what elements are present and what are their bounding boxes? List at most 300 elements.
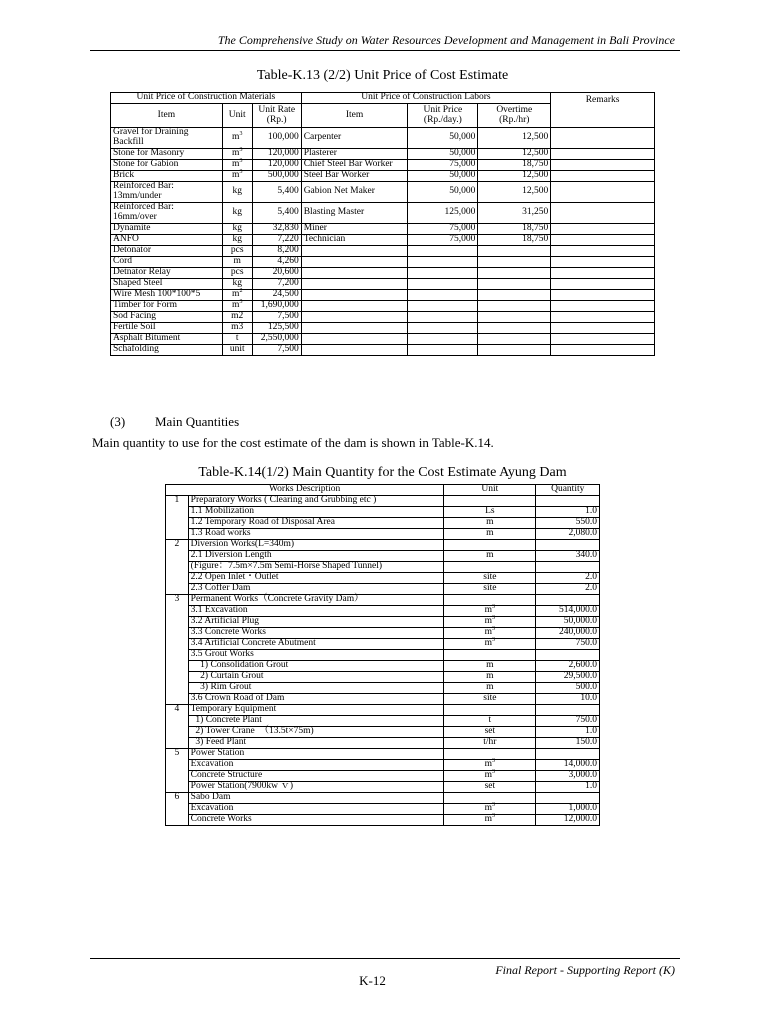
work-description: Permanent Works（Concrete Gravity Dam） [188, 595, 444, 606]
unit-exponent: 3 [492, 757, 496, 764]
labor-overtime [478, 344, 551, 355]
table-row [111, 202, 655, 223]
labor-item: Plasterer [301, 148, 408, 159]
work-description: 2.1 Diversion Length [188, 551, 444, 562]
remarks-cell [551, 223, 655, 234]
remarks-cell [551, 202, 655, 223]
labor-overtime: 12,500 [478, 181, 551, 202]
work-quantity [536, 595, 600, 606]
remarks-cell [551, 278, 655, 289]
material-unit [222, 256, 252, 267]
work-quantity: 550.0 [536, 518, 600, 529]
remarks-cell [551, 289, 655, 300]
col-unit: Unit [444, 485, 536, 496]
work-description: Concrete Works [188, 815, 444, 826]
material-rate: 4,260 [252, 256, 301, 267]
work-quantity: 1.0 [536, 507, 600, 518]
work-quantity: 2.0 [536, 584, 600, 595]
unit-text: m [484, 605, 493, 616]
table-row [111, 278, 655, 289]
material-item: Schafolding [111, 344, 223, 355]
unit-text: m2 [231, 310, 244, 321]
work-description: 3) Rim Grout [188, 683, 444, 694]
unit-exponent: 3 [492, 636, 496, 643]
unit-text: pcs [230, 244, 244, 255]
unit-text: kg [232, 206, 242, 217]
work-unit [444, 529, 536, 540]
group-number: 2 [166, 540, 189, 595]
work-description: (Figure：7.5m×7.5m Semi-Horse Shaped Tunnel) [188, 562, 444, 573]
unit-exponent: 3 [239, 146, 243, 153]
labor-price: 75,000 [408, 223, 478, 234]
table-row [111, 159, 655, 170]
table14-title: Table-K.14(1/2) Main Quantity for the Cost Estimate Ayung Dam [198, 465, 567, 480]
unit-exponent: 3 [239, 157, 243, 164]
table-row [166, 716, 600, 727]
work-quantity [536, 496, 600, 507]
unit-text: m [486, 517, 494, 528]
material-rate: 2,550,000 [252, 333, 301, 344]
work-unit [444, 738, 536, 749]
labor-price: 75,000 [408, 159, 478, 170]
remarks-cell [551, 148, 655, 159]
material-unit [222, 234, 252, 245]
unit-exponent: 3 [492, 812, 496, 819]
unit-text: m [484, 638, 493, 649]
group-number: 3 [166, 595, 189, 705]
materials-group-header: Unit Price of Construction Materials [111, 93, 302, 104]
labor-overtime: 12,500 [478, 148, 551, 159]
col-works-description: Works Description [166, 485, 444, 496]
table-row [166, 760, 600, 771]
work-description: Excavation [188, 804, 444, 815]
unit-text: m [484, 814, 493, 825]
labor-overtime [478, 333, 551, 344]
material-item: Wire Mesh 100*100*5 [111, 289, 223, 300]
table-row [111, 311, 655, 322]
material-unit [222, 311, 252, 322]
unit-text: m [232, 158, 240, 169]
col-item: Item [111, 104, 223, 128]
material-unit [222, 159, 252, 170]
remarks-cell [551, 344, 655, 355]
main-quantity-table [165, 484, 600, 826]
table-row [166, 507, 600, 518]
work-description: 2.3 Coffer Dam [188, 584, 444, 595]
work-description: 1.2 Temporary Road of Disposal Area [188, 518, 444, 529]
labor-overtime: 18,750 [478, 223, 551, 234]
work-unit [444, 705, 536, 716]
remarks-cell [551, 245, 655, 256]
table13-title: Table-K.13 (2/2) Unit Price of Cost Estimate [256, 68, 509, 83]
work-quantity: 2,080.0 [536, 529, 600, 540]
material-rate: 100,000 [252, 128, 301, 149]
material-item: Reinforced Bar: 16mm/over [111, 202, 223, 223]
work-unit [444, 716, 536, 727]
material-item: Detonator [111, 245, 223, 256]
work-quantity: 750.0 [536, 716, 600, 727]
work-quantity: 10.0 [536, 694, 600, 705]
material-rate: 125,500 [252, 322, 301, 333]
material-rate: 7,500 [252, 311, 301, 322]
material-item: Timber for Form [111, 300, 223, 311]
material-rate: 20,600 [252, 267, 301, 278]
remarks-header: Remarks [551, 93, 655, 128]
table-row [166, 496, 600, 507]
material-item: Sod Facing [111, 311, 223, 322]
work-quantity: 1.0 [536, 782, 600, 793]
unit-text: m [486, 550, 494, 561]
material-item: Fertile Soil [111, 322, 223, 333]
labor-overtime [478, 322, 551, 333]
running-footer: Final Report - Supporting Report (K) [495, 963, 675, 977]
work-description: 1) Consolidation Grout [188, 661, 444, 672]
labor-price [408, 278, 478, 289]
work-description: Diversion Works(L=340m) [188, 540, 444, 551]
table-row [111, 245, 655, 256]
table-row [166, 771, 600, 782]
unit-text: t/hr [483, 737, 497, 748]
labor-item: Technician [301, 234, 408, 245]
group-number: 1 [166, 496, 189, 540]
work-description: 3.3 Concrete Works [188, 628, 444, 639]
work-quantity: 240,000.0 [536, 628, 600, 639]
unit-text: site [483, 572, 497, 583]
table-row [111, 322, 655, 333]
work-unit [444, 757, 536, 771]
work-description: 2) Curtain Grout [188, 672, 444, 683]
labor-price: 75,000 [408, 234, 478, 245]
work-quantity: 750.0 [536, 639, 600, 650]
material-unit [222, 333, 252, 344]
material-rate: 8,200 [252, 245, 301, 256]
unit-text: m [484, 616, 493, 627]
material-rate: 5,400 [252, 202, 301, 223]
unit-text: Ls [485, 506, 495, 517]
work-unit [444, 584, 536, 595]
unit-text: m3 [231, 321, 244, 332]
table-row [166, 617, 600, 628]
material-rate: 1,690,000 [252, 300, 301, 311]
work-unit [444, 625, 536, 639]
unit-text: site [483, 693, 497, 704]
table-row [111, 128, 655, 149]
unit-text: m [486, 682, 494, 693]
table-row [166, 584, 600, 595]
work-unit [444, 614, 536, 628]
labor-overtime: 12,500 [478, 128, 551, 149]
work-unit [444, 540, 536, 551]
labor-overtime [478, 300, 551, 311]
material-rate: 120,000 [252, 159, 301, 170]
table-row [166, 639, 600, 650]
material-unit [222, 223, 252, 234]
material-unit [222, 245, 252, 256]
remarks-cell [551, 311, 655, 322]
labor-item [301, 256, 408, 267]
remarks-cell [551, 256, 655, 267]
table-row [166, 628, 600, 639]
table-row [166, 683, 600, 694]
labor-overtime [478, 245, 551, 256]
work-quantity: 514,000.0 [536, 606, 600, 617]
unit-text: m [232, 147, 240, 158]
body-paragraph: Main quantity to use for the cost estimate of the dam is shown in Table-K.14. [92, 435, 494, 450]
table-row [111, 234, 655, 245]
work-unit [444, 812, 536, 826]
unit-text: kg [232, 233, 242, 244]
work-unit [444, 573, 536, 584]
labor-item [301, 322, 408, 333]
unit-text: m [484, 627, 493, 638]
unit-exponent: 3 [239, 168, 243, 175]
work-quantity: 14,000.0 [536, 760, 600, 771]
remarks-cell [551, 181, 655, 202]
unit-exponent: 3 [239, 130, 243, 137]
work-unit [444, 507, 536, 518]
table-row [111, 170, 655, 181]
labor-item: Steel Bar Worker [301, 170, 408, 181]
work-description: 3.2 Artificial Plug [188, 617, 444, 628]
remarks-cell [551, 322, 655, 333]
material-item: Reinforced Bar: 13mm/under [111, 181, 223, 202]
material-unit [222, 267, 252, 278]
work-unit [444, 636, 536, 650]
labor-price [408, 311, 478, 322]
table-row [166, 551, 600, 562]
unit-text: kg [232, 222, 242, 233]
work-quantity [536, 793, 600, 804]
unit-exponent: 3 [492, 801, 496, 808]
unit-price-table [110, 92, 655, 356]
unit-exponent: 3 [239, 298, 243, 305]
unit-text: set [484, 781, 496, 792]
labor-overtime: 18,750 [478, 159, 551, 170]
work-unit [444, 749, 536, 760]
work-quantity [536, 749, 600, 760]
work-quantity: 500.0 [536, 683, 600, 694]
table-row [111, 181, 655, 202]
labor-price: 50,000 [408, 148, 478, 159]
labor-item [301, 300, 408, 311]
table-row [166, 518, 600, 529]
work-description: 1.1 Mobilization [188, 507, 444, 518]
unit-text: kg [232, 185, 242, 196]
labor-item [301, 278, 408, 289]
table-row [111, 344, 655, 355]
work-quantity [536, 562, 600, 573]
material-unit [222, 202, 252, 223]
work-unit [444, 595, 536, 606]
col-overtime: Overtime (Rp./hr) [478, 104, 551, 128]
labor-price [408, 333, 478, 344]
work-description: 2) Tower Crane （13.5t×75m) [188, 727, 444, 738]
work-quantity [536, 705, 600, 716]
work-unit [444, 518, 536, 529]
unit-text: kg [232, 277, 242, 288]
unit-text: m [486, 671, 494, 682]
labor-overtime [478, 289, 551, 300]
material-rate: 120,000 [252, 148, 301, 159]
material-rate: 32,830 [252, 223, 301, 234]
table-row [111, 148, 655, 159]
work-unit [444, 603, 536, 617]
work-description: Power Station [188, 749, 444, 760]
material-item: Shaped Steel [111, 278, 223, 289]
labor-price: 50,000 [408, 181, 478, 202]
table-row [111, 256, 655, 267]
work-unit [444, 782, 536, 793]
col-labor-item: Item [301, 104, 408, 128]
material-unit [222, 344, 252, 355]
table-row [111, 267, 655, 278]
material-unit [222, 322, 252, 333]
table-row [111, 223, 655, 234]
labor-price: 50,000 [408, 170, 478, 181]
material-item: Detnator Relay [111, 267, 223, 278]
unit-text: m [232, 288, 240, 299]
labor-item: Carpenter [301, 128, 408, 149]
table-row [166, 650, 600, 661]
labor-overtime: 12,500 [478, 170, 551, 181]
table-row [166, 595, 600, 606]
work-description: 2.2 Open Inlet・Outlet [188, 573, 444, 584]
material-item: Brick [111, 170, 223, 181]
material-item: Asphalt Bitument [111, 333, 223, 344]
remarks-cell [551, 159, 655, 170]
col-unit-rate: Unit Rate (Rp.) [252, 104, 301, 128]
work-unit [444, 768, 536, 782]
table-row [166, 815, 600, 826]
labor-overtime: 18,750 [478, 234, 551, 245]
group-number: 4 [166, 705, 189, 749]
work-quantity: 50,000.0 [536, 617, 600, 628]
table-row [166, 782, 600, 793]
remarks-cell [551, 170, 655, 181]
table-row [166, 573, 600, 584]
group-number: 6 [166, 793, 189, 826]
material-item: Stone for Gabion [111, 159, 223, 170]
work-description: Temporary Equipment [188, 705, 444, 716]
table-row [111, 289, 655, 300]
table-row [166, 661, 600, 672]
material-unit [222, 278, 252, 289]
work-unit [444, 683, 536, 694]
material-unit [222, 289, 252, 300]
labor-price: 125,000 [408, 202, 478, 223]
unit-text: unit [229, 343, 245, 354]
labor-overtime [478, 267, 551, 278]
labor-overtime [478, 311, 551, 322]
labor-item [301, 344, 408, 355]
table-row [166, 738, 600, 749]
work-quantity: 150.0 [536, 738, 600, 749]
labor-item: Blasting Master [301, 202, 408, 223]
table-row [166, 705, 600, 716]
material-unit [222, 181, 252, 202]
work-quantity: 1,000.0 [536, 804, 600, 815]
work-quantity: 1.0 [536, 727, 600, 738]
material-item: Cord [111, 256, 223, 267]
work-description: 1) Concrete Plant [188, 716, 444, 727]
table-row [166, 694, 600, 705]
unit-text: m [232, 169, 240, 180]
labor-price [408, 289, 478, 300]
unit-text: t [235, 332, 239, 343]
labor-price [408, 300, 478, 311]
running-header: The Comprehensive Study on Water Resources Development and Management in Bali Province [217, 33, 675, 47]
table-row [166, 804, 600, 815]
work-description: Preparatory Works ( Clearing and Grubbing etc ) [188, 496, 444, 507]
material-rate: 7,220 [252, 234, 301, 245]
work-quantity: 340.0 [536, 551, 600, 562]
labor-overtime [478, 278, 551, 289]
labor-price [408, 267, 478, 278]
work-unit [444, 801, 536, 815]
labors-group-header: Unit Price of Construction Labors [301, 93, 551, 104]
remarks-cell [551, 333, 655, 344]
work-description: Sabo Dam [188, 793, 444, 804]
remarks-cell [551, 234, 655, 245]
table-row [166, 672, 600, 683]
table-row [166, 529, 600, 540]
labor-item [301, 311, 408, 322]
unit-text: m [484, 759, 493, 770]
work-unit [444, 551, 536, 562]
labor-item [301, 289, 408, 300]
unit-text: m [486, 528, 494, 539]
unit-text: t [488, 715, 492, 726]
material-unit [222, 300, 252, 311]
work-unit [444, 562, 536, 573]
material-rate: 5,400 [252, 181, 301, 202]
material-item: Gravel for Draining Backfill [111, 128, 223, 149]
remarks-cell [551, 128, 655, 149]
work-description: Excavation [188, 760, 444, 771]
material-unit [222, 128, 252, 149]
labor-overtime: 31,250 [478, 202, 551, 223]
col-unit: Unit [222, 104, 252, 128]
work-unit [444, 672, 536, 683]
work-description: 3.6 Crown Road of Dam [188, 694, 444, 705]
work-description: 3.4 Artificial Concrete Abutment [188, 639, 444, 650]
work-quantity: 2.0 [536, 573, 600, 584]
work-description: 3.1 Excavation [188, 606, 444, 617]
work-unit [444, 727, 536, 738]
labor-price [408, 322, 478, 333]
labor-price [408, 344, 478, 355]
table-row [166, 727, 600, 738]
unit-exponent: 2 [239, 287, 243, 294]
material-item: Dynamite [111, 223, 223, 234]
work-quantity: 12,000.0 [536, 815, 600, 826]
work-unit [444, 496, 536, 507]
header-rule [90, 50, 680, 51]
labor-item: Miner [301, 223, 408, 234]
work-unit [444, 661, 536, 672]
work-unit [444, 793, 536, 804]
material-item: ANFO [111, 234, 223, 245]
labor-item [301, 245, 408, 256]
labor-item: Chief Steel Bar Worker [301, 159, 408, 170]
table-row [166, 540, 600, 551]
material-unit [222, 170, 252, 181]
labor-price [408, 256, 478, 267]
material-item: Stone for Masonry [111, 148, 223, 159]
work-quantity [536, 650, 600, 661]
unit-text: m [486, 660, 494, 671]
work-description: Concrete Structure [188, 771, 444, 782]
